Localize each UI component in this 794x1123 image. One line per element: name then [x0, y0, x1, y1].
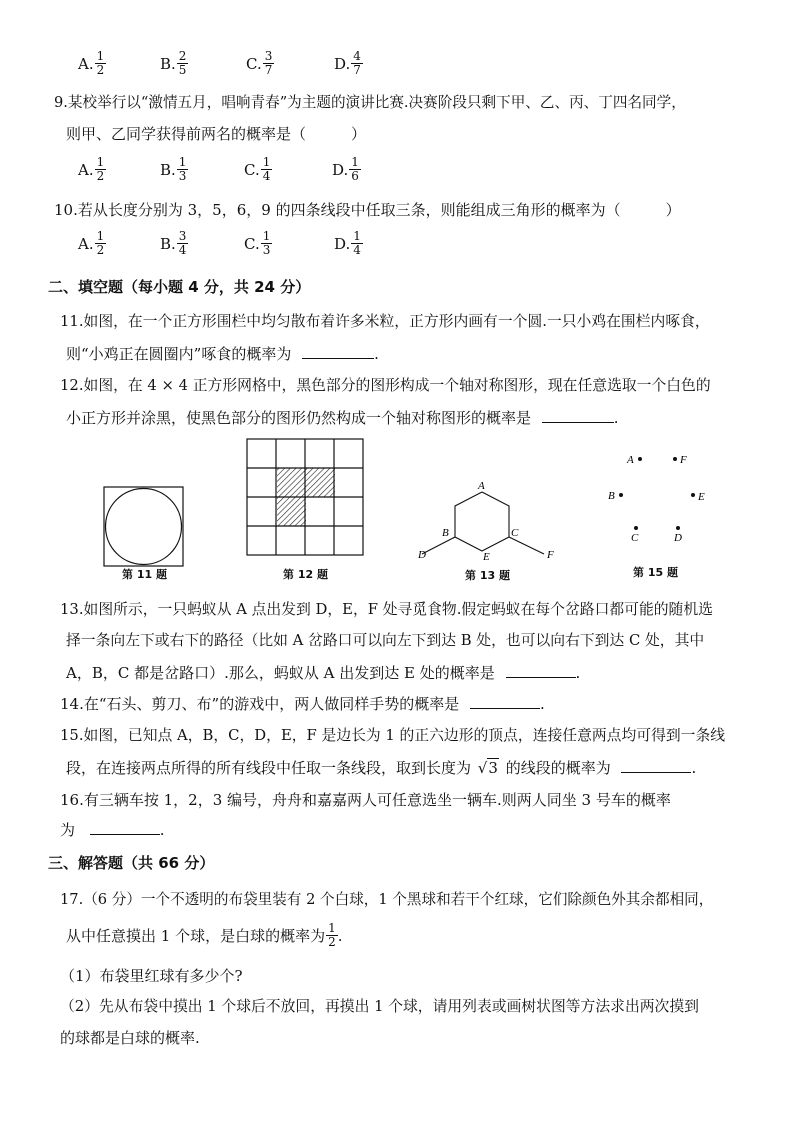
q10-option-b[interactable]: B. $\frac{3}{4}$: [160, 229, 187, 257]
sqrt-expression: √3: [477, 759, 498, 777]
point-label-d: D: [674, 532, 682, 544]
fraction: $\frac{1}{2}$: [328, 921, 336, 949]
section-2-heading: 二、填空题（每小题 4 分，共 24 分）: [48, 278, 311, 296]
q17-line2: 从中任意摸出 1 个球，是白球的概率为 $\frac{1}{2}$ .: [66, 921, 343, 949]
q9-option-b[interactable]: B. $\frac{1}{3}$: [160, 155, 187, 183]
figure-11-square-circle: [104, 487, 183, 566]
q13-line1: 13.如图所示，一只蚂蚁从 A 点出发到 D，E，F 处寻觅食物.假定蚂蚁在每个岔路口都可能的随机选: [60, 601, 713, 618]
label-d: D: [418, 549, 426, 561]
fraction: $\frac{1}{2}$: [96, 229, 105, 257]
q15-line2: 段，在连接两点所得的所有线段中任取一条线段，取到长度为 √3 的线段的概率为 .: [66, 759, 697, 777]
fraction: $\frac{1}{6}$: [351, 155, 359, 183]
label-b: B: [442, 527, 449, 539]
q12-line2: 小正方形并涂黑，使黑色部分的图形仍然构成一个轴对称图形的概率是 .: [66, 409, 619, 427]
fraction: $\frac{1}{3}$: [178, 155, 187, 183]
figure-15-points: [619, 457, 695, 530]
q9-option-a[interactable]: A. $\frac{1}{2}$: [78, 155, 105, 183]
q11-line1: 11.如图，在一个正方形围栏中均匀散布着许多米粒，正方形内画有一个圆.一只小鸡在围栏内啄食，: [60, 313, 710, 330]
q10-option-c[interactable]: C. $\frac{1}{3}$: [244, 229, 271, 257]
label-e: E: [483, 551, 490, 563]
caption-fig-15: 第 15 题: [633, 566, 678, 579]
answer-blank[interactable]: [621, 758, 691, 773]
q9-line1: 9.某校举行以“激情五月，唱响青春”为主题的演讲比赛.决赛阶段只剩下甲、乙、丙、丁四名同学，: [54, 94, 686, 111]
fraction: $\frac{1}{4}$: [262, 155, 271, 183]
q15-line1: 15.如图，已知点 A，B，C，D，E，F 是边长为 1 的正六边形的顶点，连接任意两点均可得到一条线: [60, 727, 726, 744]
q8-option-c[interactable]: C. $\frac{3}{7}$: [246, 49, 273, 77]
label-f: F: [547, 549, 554, 561]
fraction: $\frac{3}{7}$: [264, 49, 273, 77]
label-c: C: [511, 527, 519, 539]
figure-12-grid: [247, 439, 363, 555]
q11-line2: 则“小鸡正在圆圈内”啄食的概率为 .: [66, 345, 379, 363]
q17-sub2-line2: 的球都是白球的概率.: [60, 1029, 200, 1047]
fraction: $\frac{1}{4}$: [353, 229, 361, 257]
fraction: $\frac{1}{2}$: [96, 49, 105, 77]
point-label-e: E: [698, 491, 705, 503]
q10-line1: 10.若从长度分别为 3，5，6，9 的四条线段中任取三条，则能组成三角形的概率为（ ）: [54, 201, 681, 219]
q12-line1: 12.如图，在 4 × 4 正方形网格中，黑色部分的图形构成一个轴对称图形，现在任意选取一个白色的: [60, 377, 711, 394]
caption-fig-12: 第 12 题: [283, 568, 328, 581]
q13-line3: A，B，C 都是岔路口）.那么，蚂蚁从 A 出发到达 E 处的概率是 .: [66, 664, 581, 682]
q8-option-b[interactable]: B. $\frac{2}{5}$: [160, 49, 187, 77]
q13-line2: 择一条向左下或右下的路径（比如 A 岔路口可以向左下到达 B 处，也可以向右下到达 C 处，其中: [66, 632, 705, 649]
section-3-heading: 三、解答题（共 66 分）: [48, 854, 215, 872]
q9-option-c[interactable]: C. $\frac{1}{4}$: [244, 155, 271, 183]
answer-blank[interactable]: [90, 820, 160, 835]
fraction: $\frac{2}{5}$: [178, 49, 187, 77]
answer-blank[interactable]: [542, 408, 614, 423]
q16-line2: 为 .: [60, 821, 165, 839]
caption-fig-13: 第 13 题: [465, 569, 510, 582]
figure-13-paths: [422, 492, 544, 554]
q8-option-d[interactable]: D. $\frac{4}{7}$: [334, 49, 361, 77]
point-label-c: C: [631, 532, 639, 544]
q10-option-d[interactable]: D. $\frac{1}{4}$: [334, 229, 361, 257]
caption-fig-11: 第 11 题: [122, 568, 167, 581]
q17-sub2-line1: （2）先从布袋中摸出 1 个球后不放回，再摸出 1 个球，请用列表或画树状图等方法求出两次摸到: [60, 998, 699, 1015]
q14-line: 14.在“石头、剪刀、布”的游戏中，两人做同样手势的概率是 .: [60, 695, 545, 713]
q17-sub1: （1）布袋里红球有多少个?: [60, 967, 243, 985]
fraction: $\frac{1}{3}$: [262, 229, 271, 257]
q8-option-a[interactable]: A. $\frac{1}{2}$: [78, 49, 105, 77]
q10-option-a[interactable]: A. $\frac{1}{2}$: [78, 229, 105, 257]
q17-line1: 17.（6 分）一个不透明的布袋里装有 2 个白球，1 个黑球和若干个红球，它们除颜色外其余都相同，: [60, 891, 714, 908]
fraction: $\frac{3}{4}$: [178, 229, 187, 257]
answer-blank[interactable]: [470, 694, 540, 709]
label-a: A: [478, 480, 485, 492]
answer-blank[interactable]: [302, 344, 374, 359]
q9-option-d[interactable]: D. $\frac{1}{6}$: [332, 155, 359, 183]
point-label-f: F: [680, 454, 687, 466]
q9-line2: 则甲、乙同学获得前两名的概率是（ ）: [66, 125, 367, 143]
fraction: $\frac{4}{7}$: [353, 49, 361, 77]
point-label-a: A: [627, 454, 634, 466]
fraction: $\frac{1}{2}$: [96, 155, 105, 183]
q16-line1: 16.有三辆车按 1，2，3 编号，舟舟和嘉嘉两人可任意选坐一辆车.则两人同坐 3 号车的概率: [60, 791, 671, 809]
point-label-b: B: [608, 490, 615, 502]
answer-blank[interactable]: [506, 663, 576, 678]
